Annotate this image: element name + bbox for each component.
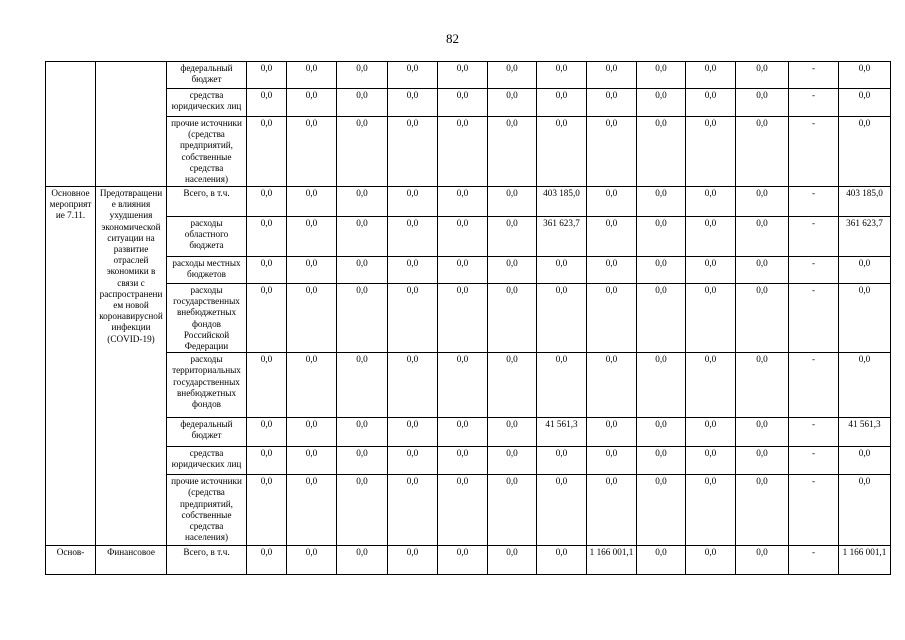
value-cell: 0,0 <box>247 257 287 284</box>
value-cell: - <box>789 89 839 117</box>
value-cell: 0,0 <box>337 62 388 89</box>
value-cell: 0,0 <box>337 117 388 187</box>
value-cell: 0,0 <box>537 546 587 575</box>
value-cell: 0,0 <box>587 62 637 89</box>
value-cell: 0,0 <box>247 447 287 475</box>
value-cell: 0,0 <box>247 187 287 217</box>
value-cell: 0,0 <box>247 353 287 418</box>
table-body <box>46 62 891 575</box>
value-cell: 0,0 <box>438 447 488 475</box>
value-cell: 0,0 <box>337 475 388 546</box>
value-cell: 0,0 <box>736 117 789 187</box>
value-cell: 0,0 <box>438 217 488 257</box>
value-cell: 0,0 <box>388 546 438 575</box>
value-cell: - <box>789 447 839 475</box>
budget-table <box>45 61 891 575</box>
value-cell: 0,0 <box>438 187 488 217</box>
value-cell: 0,0 <box>388 418 438 447</box>
event-code-cell <box>46 62 96 187</box>
funding-source-cell: федеральный бюджет <box>167 62 247 89</box>
value-cell: 0,0 <box>736 62 789 89</box>
value-cell: 0,0 <box>488 187 537 217</box>
value-cell: 0,0 <box>637 62 686 89</box>
table-row <box>46 447 891 475</box>
table-row <box>46 284 891 353</box>
table-row <box>46 62 891 89</box>
value-cell: 0,0 <box>736 217 789 257</box>
value-cell: 0,0 <box>839 284 891 353</box>
value-cell: 0,0 <box>686 418 736 447</box>
value-cell: 0,0 <box>839 447 891 475</box>
value-cell: 0,0 <box>438 257 488 284</box>
value-cell: 0,0 <box>337 257 388 284</box>
value-cell: 0,0 <box>537 117 587 187</box>
value-cell: - <box>789 62 839 89</box>
value-cell: 0,0 <box>587 187 637 217</box>
value-cell: 0,0 <box>736 89 789 117</box>
funding-source-cell: расходы местных бюджетов <box>167 257 247 284</box>
event-code-cell: Основное мероприятие 7.11. <box>46 187 96 546</box>
value-cell: 0,0 <box>488 89 537 117</box>
funding-source-cell: расходы областного бюджета <box>167 217 247 257</box>
value-cell: 1 166 001,1 <box>839 546 891 575</box>
value-cell: 0,0 <box>637 217 686 257</box>
value-cell: 0,0 <box>247 546 287 575</box>
value-cell: 0,0 <box>388 187 438 217</box>
value-cell: 0,0 <box>388 475 438 546</box>
value-cell: 361 623,7 <box>839 217 891 257</box>
value-cell: 0,0 <box>839 257 891 284</box>
event-name-cell: Финансовое <box>96 546 167 575</box>
value-cell: 0,0 <box>438 418 488 447</box>
value-cell: 0,0 <box>247 475 287 546</box>
value-cell: 0,0 <box>537 89 587 117</box>
value-cell: 0,0 <box>587 217 637 257</box>
value-cell: 0,0 <box>587 284 637 353</box>
value-cell: - <box>789 187 839 217</box>
value-cell: - <box>789 257 839 284</box>
funding-source-cell: Всего, в т.ч. <box>167 187 247 217</box>
value-cell: 0,0 <box>637 117 686 187</box>
value-cell: 0,0 <box>287 418 337 447</box>
table-row <box>46 257 891 284</box>
value-cell: 0,0 <box>337 284 388 353</box>
value-cell: 0,0 <box>438 62 488 89</box>
value-cell: 0,0 <box>839 353 891 418</box>
funding-source-cell: федеральный бюджет <box>167 418 247 447</box>
value-cell: 0,0 <box>736 418 789 447</box>
value-cell: 0,0 <box>736 284 789 353</box>
value-cell: - <box>789 353 839 418</box>
value-cell: 0,0 <box>337 217 388 257</box>
value-cell: 0,0 <box>537 284 587 353</box>
event-code-cell: Основ- <box>46 546 96 575</box>
value-cell: 0,0 <box>287 117 337 187</box>
value-cell: 0,0 <box>488 353 537 418</box>
value-cell: 0,0 <box>736 257 789 284</box>
value-cell: - <box>789 284 839 353</box>
value-cell: 0,0 <box>287 187 337 217</box>
value-cell: 0,0 <box>537 447 587 475</box>
value-cell: 0,0 <box>736 475 789 546</box>
value-cell: 41 561,3 <box>839 418 891 447</box>
value-cell: 0,0 <box>337 353 388 418</box>
value-cell: 0,0 <box>637 187 686 217</box>
value-cell: 0,0 <box>736 546 789 575</box>
value-cell: 0,0 <box>337 418 388 447</box>
value-cell: 0,0 <box>686 353 736 418</box>
value-cell: 0,0 <box>287 353 337 418</box>
value-cell: - <box>789 546 839 575</box>
value-cell: 0,0 <box>686 447 736 475</box>
table-row <box>46 187 891 217</box>
value-cell: 0,0 <box>247 217 287 257</box>
event-name-cell <box>96 62 167 187</box>
value-cell: 0,0 <box>736 353 789 418</box>
value-cell: 0,0 <box>388 353 438 418</box>
value-cell: 0,0 <box>247 62 287 89</box>
value-cell: 0,0 <box>287 217 337 257</box>
value-cell: 0,0 <box>736 447 789 475</box>
value-cell: - <box>789 475 839 546</box>
value-cell: 0,0 <box>287 475 337 546</box>
value-cell: 0,0 <box>438 353 488 418</box>
value-cell: 403 185,0 <box>839 187 891 217</box>
value-cell: 0,0 <box>488 257 537 284</box>
funding-source-cell: Всего, в т.ч. <box>167 546 247 575</box>
page-number: 82 <box>446 31 459 46</box>
value-cell: 0,0 <box>637 475 686 546</box>
value-cell: 0,0 <box>637 89 686 117</box>
value-cell: 0,0 <box>438 117 488 187</box>
value-cell: 0,0 <box>686 257 736 284</box>
value-cell: 0,0 <box>337 187 388 217</box>
value-cell: 0,0 <box>287 62 337 89</box>
value-cell: 0,0 <box>637 546 686 575</box>
value-cell: 0,0 <box>488 418 537 447</box>
value-cell: 0,0 <box>438 89 488 117</box>
value-cell: 0,0 <box>388 447 438 475</box>
event-name-cell: Предотвращение влияния ухудшения экономической ситуации на развитие отраслей экономики в связи с распространением новой коронавирусной инфекции (COVID-19) <box>96 187 167 546</box>
value-cell: 1 166 001,1 <box>587 546 637 575</box>
value-cell: 0,0 <box>587 475 637 546</box>
funding-source-cell: прочие источники (средства предприятий, собственные средства населения) <box>167 117 247 187</box>
value-cell: - <box>789 117 839 187</box>
value-cell: 0,0 <box>686 89 736 117</box>
value-cell: 361 623,7 <box>537 217 587 257</box>
value-cell: 0,0 <box>388 257 438 284</box>
table-row <box>46 475 891 546</box>
value-cell: 0,0 <box>839 475 891 546</box>
table-row <box>46 89 891 117</box>
value-cell: 0,0 <box>337 546 388 575</box>
value-cell: 0,0 <box>438 284 488 353</box>
value-cell: 0,0 <box>488 284 537 353</box>
value-cell: 41 561,3 <box>537 418 587 447</box>
value-cell: 0,0 <box>839 62 891 89</box>
value-cell: 0,0 <box>587 418 637 447</box>
value-cell: 0,0 <box>287 284 337 353</box>
value-cell: 0,0 <box>686 546 736 575</box>
value-cell: 0,0 <box>247 117 287 187</box>
value-cell: 0,0 <box>247 89 287 117</box>
value-cell: 0,0 <box>537 257 587 284</box>
value-cell: 0,0 <box>686 284 736 353</box>
value-cell: 0,0 <box>247 418 287 447</box>
value-cell: 0,0 <box>287 257 337 284</box>
value-cell: 0,0 <box>839 117 891 187</box>
funding-source-cell: прочие источники (средства предприятий, собственные средства населения) <box>167 475 247 546</box>
value-cell: 0,0 <box>537 353 587 418</box>
value-cell: 0,0 <box>637 447 686 475</box>
value-cell: 0,0 <box>388 62 438 89</box>
value-cell: 0,0 <box>287 447 337 475</box>
table-row <box>46 546 891 575</box>
value-cell: 0,0 <box>637 284 686 353</box>
value-cell: 0,0 <box>388 217 438 257</box>
funding-source-cell: средства юридических лиц <box>167 447 247 475</box>
value-cell: 0,0 <box>637 353 686 418</box>
value-cell: 0,0 <box>438 546 488 575</box>
value-cell: 0,0 <box>438 475 488 546</box>
value-cell: 0,0 <box>388 89 438 117</box>
value-cell: 0,0 <box>488 117 537 187</box>
value-cell: - <box>789 217 839 257</box>
value-cell: - <box>789 418 839 447</box>
value-cell: 0,0 <box>287 546 337 575</box>
value-cell: 0,0 <box>686 475 736 546</box>
value-cell: 0,0 <box>587 447 637 475</box>
funding-source-cell: расходы государственных внебюджетных фондов Российской Федерации <box>167 284 247 353</box>
value-cell: 0,0 <box>488 546 537 575</box>
value-cell: 0,0 <box>337 447 388 475</box>
value-cell: 0,0 <box>686 117 736 187</box>
value-cell: 0,0 <box>637 257 686 284</box>
value-cell: 0,0 <box>839 89 891 117</box>
value-cell: 0,0 <box>587 353 637 418</box>
value-cell: 0,0 <box>287 89 337 117</box>
value-cell: 0,0 <box>587 257 637 284</box>
value-cell: 0,0 <box>388 117 438 187</box>
table-row <box>46 418 891 447</box>
funding-source-cell: расходы территориальных государственных внебюджетных фондов <box>167 353 247 418</box>
value-cell: 0,0 <box>587 117 637 187</box>
value-cell: 0,0 <box>686 217 736 257</box>
value-cell: 0,0 <box>736 187 789 217</box>
value-cell: 0,0 <box>247 284 287 353</box>
value-cell: 403 185,0 <box>537 187 587 217</box>
table-row <box>46 217 891 257</box>
value-cell: 0,0 <box>587 89 637 117</box>
value-cell: 0,0 <box>337 89 388 117</box>
value-cell: 0,0 <box>686 62 736 89</box>
value-cell: 0,0 <box>488 217 537 257</box>
value-cell: 0,0 <box>537 475 587 546</box>
value-cell: 0,0 <box>488 475 537 546</box>
funding-source-cell: средства юридических лиц <box>167 89 247 117</box>
value-cell: 0,0 <box>637 418 686 447</box>
value-cell: 0,0 <box>488 62 537 89</box>
value-cell: 0,0 <box>686 187 736 217</box>
value-cell: 0,0 <box>488 447 537 475</box>
value-cell: 0,0 <box>537 62 587 89</box>
value-cell: 0,0 <box>388 284 438 353</box>
table-row <box>46 353 891 418</box>
table-row <box>46 117 891 187</box>
